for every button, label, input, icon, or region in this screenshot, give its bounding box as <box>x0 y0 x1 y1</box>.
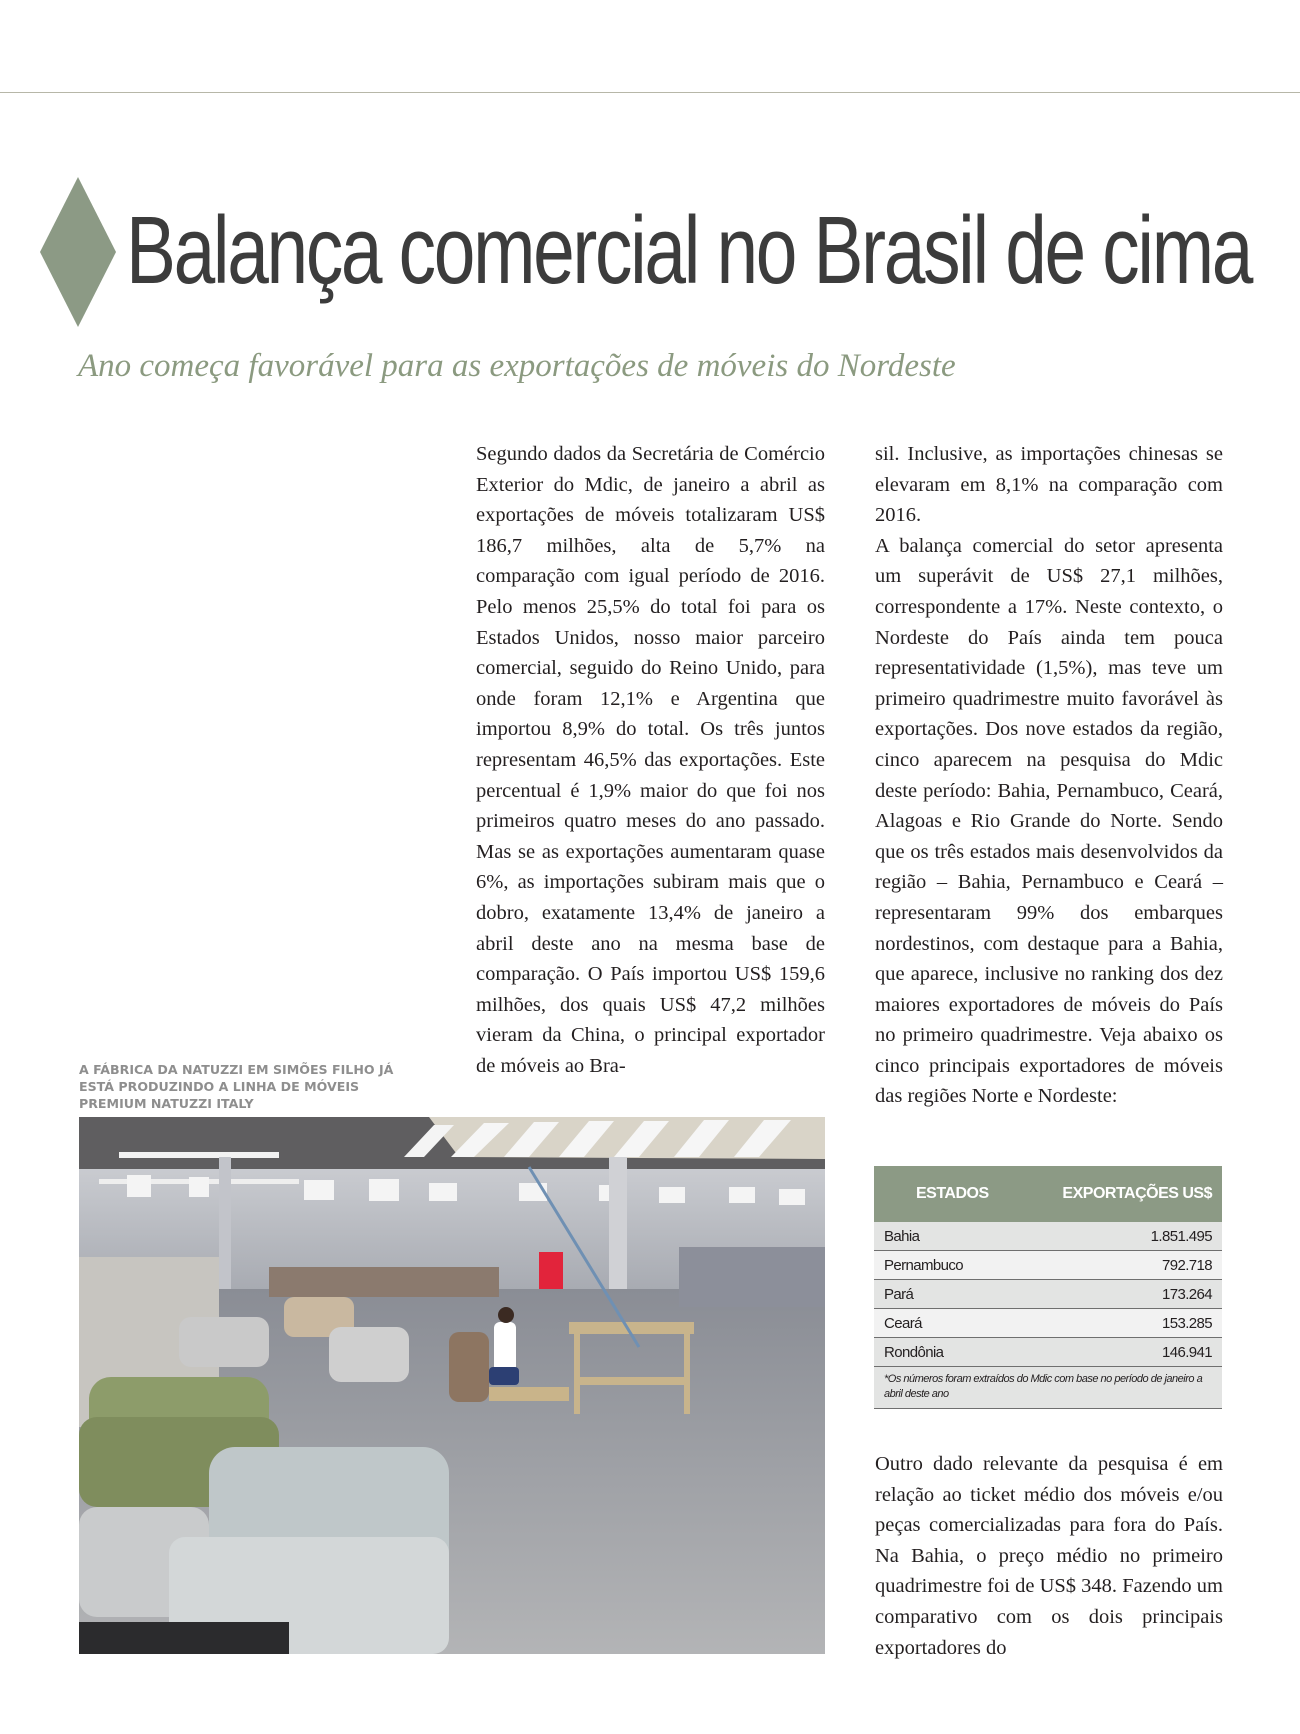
factory-photo <box>79 1117 825 1654</box>
table-row <box>874 1338 1222 1367</box>
table-row <box>874 1280 1222 1309</box>
photo-caption: A FÁBRICA DA NATUZZI EM SIMÕES FILHO JÁ ESTÁ PRODUZINDO A LINHA DE MÓVEIS PREMIUM NATUZZI ITALY <box>79 1062 394 1111</box>
value-cell: 1.851.495 <box>1031 1222 1222 1251</box>
value-cell: 153.285 <box>1031 1309 1222 1338</box>
text-column-3 <box>875 1449 1223 1663</box>
state-cell: Rondônia <box>874 1338 1031 1367</box>
article-title: Balança comercial no Brasil de cima <box>126 197 1252 304</box>
value-cell: 146.941 <box>1031 1338 1222 1367</box>
state-cell: Bahia <box>874 1222 1031 1251</box>
paragraph: sil. Inclusive, as importações chinesas se elevaram em 8,1% na comparação com 2016. <box>875 443 1223 527</box>
text-column-2 <box>875 439 1223 1112</box>
column-header-exports: EXPORTAÇÕES US$ <box>1031 1166 1222 1222</box>
exports-table <box>874 1166 1222 1409</box>
top-rule <box>0 92 1300 93</box>
state-cell: Pernambuco <box>874 1251 1031 1280</box>
paragraph: Segundo dados da Secretária de Comércio Exterior do Mdic, de janeiro a abril as exportações de móveis totalizaram US$ 186,7 milhões, alta de 5,7% na comparação com igual período de 2016. Pelo menos 25,5% do total foi para os Estados Unidos, nosso maior parceiro comercial, seguido do Reino Unido, para onde foram 12,1% e Argentina que importou 8,9% do total. Os três juntos representam 46,5% das exportações. Este percentual é 1,9% maior do que foi nos primeiros quatro meses do ano passado. Mas se as exportações aumentaram quase 6%, as importações subiram mais que o dobro, exatamente 13,4% de janeiro a abril deste ano na mesma base de comparação. O País importou US$ 159,6 milhões, dos quais US$ 47,2 milhões vieram da China, o principal exportador de móveis ao Bra- <box>476 443 825 1077</box>
table-header-row <box>874 1166 1222 1222</box>
article-subtitle: Ano começa favorável para as exportações de móveis do Nordeste <box>78 348 956 384</box>
exports-table-grid <box>874 1166 1222 1367</box>
column-header-states: ESTADOS <box>874 1166 1031 1222</box>
table-footnote: *Os números foram extraídos do Mdic com base no período de janeiro a abril deste ano <box>874 1367 1222 1409</box>
diamond-icon <box>40 177 116 327</box>
value-cell: 173.264 <box>1031 1280 1222 1309</box>
table-row <box>874 1251 1222 1280</box>
paragraph: Outro dado relevante da pesquisa é em relação ao ticket médio dos móveis e/ou peças comercializadas para fora do País. Na Bahia, o preço médio no primeiro quadrimestre foi de US$ 348. Fazendo um comparativo com os dois principais exportadores do <box>875 1453 1223 1659</box>
table-row <box>874 1309 1222 1338</box>
paragraph: A balança comercial do setor apresenta um superávit de US$ 27,1 milhões, correspondente a 17%. Neste contexto, o Nordeste do País ainda tem pouca representatividade (1,5%), mas teve um primeiro quadrimestre muito favorável às exportações. Dos nove estados da região, cinco aparecem na pesquisa do Mdic deste período: Bahia, Pernambuco, Ceará, Alagoas e Rio Grande do Norte. Sendo que os três estados mais desenvolvidos da região – Bahia, Pernambuco e Ceará – representaram 99% dos embarques nordestinos, com destaque para a Bahia, que aparece, inclusive no ranking dos dez maiores exportadores de móveis do País no primeiro quadrimestre. Veja abaixo os cinco principais exportadores de móveis das regiões Norte e Nordeste: <box>875 534 1223 1108</box>
state-cell: Ceará <box>874 1309 1031 1338</box>
value-cell: 792.718 <box>1031 1251 1222 1280</box>
text-column-1 <box>476 439 825 1081</box>
state-cell: Pará <box>874 1280 1031 1309</box>
table-row <box>874 1222 1222 1251</box>
